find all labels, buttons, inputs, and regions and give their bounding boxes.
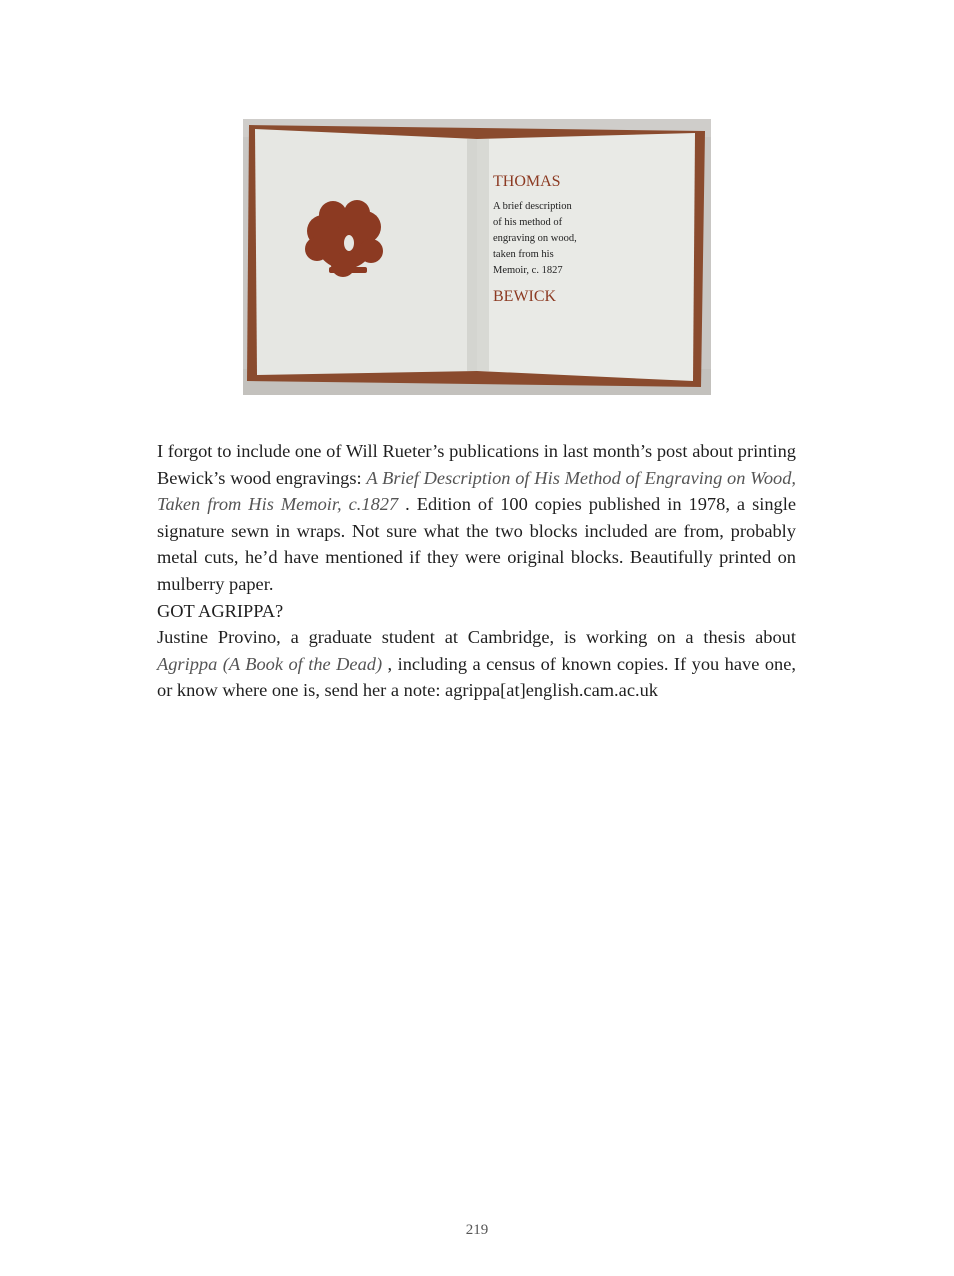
book-photo [243,119,711,395]
photo-desc-line: Memoir, c. 1827 [493,265,563,276]
photo-desc-line: taken from his [493,249,554,260]
paragraph-agrippa [157,624,796,704]
photo-desc-line: engraving on wood, [493,233,577,244]
photo-desc-line: A brief description [493,201,572,212]
section-heading: GOT AGRIPPA? [157,600,284,621]
book-title: A Brief Description of His Method of Engraving on Wood, Taken from His Memoir, c.1827 [157,467,796,515]
paragraph-text: Justine Provino, a graduate student at Cambridge, is working on a thesis about [157,627,796,648]
paragraph-rueter-publication [157,438,796,598]
page-number: 219 [465,1222,489,1238]
photo-title-top: THOMAS [493,173,561,190]
book-title: Agrippa (A Book of the Dead) [157,653,383,674]
body-text [157,438,796,704]
paragraph-text: I forgot to include one of Will Rueter’s publications in last month’s post about printing Bewick’s wood engravings: [157,441,796,488]
paragraph-text: . Edition of 100 copies published in 1978, a single signature sewn in wraps. Not sure what the two blocks included are from, probably metal cuts, he’d have mentioned if they were original blocks. Beautifully printed on mulberry paper. [157,494,796,594]
photo-desc-line: of his method of [493,217,563,228]
paragraph-text: , including a census of known copies. If you have one, or know where one is, send her a note: agrippa[at]english.cam.ac.uk [157,653,796,701]
photo-title-bottom: BEWICK [493,288,557,305]
